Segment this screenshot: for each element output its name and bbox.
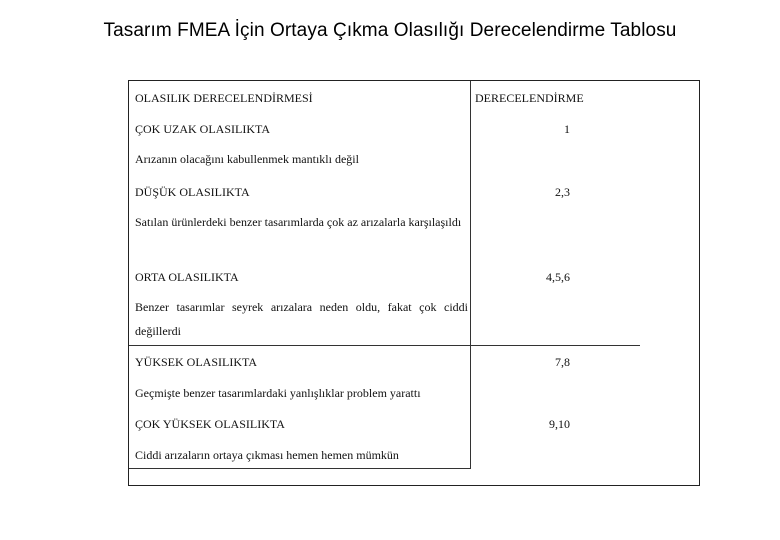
row-divider xyxy=(129,345,640,346)
header-probability: OLASILIK DERECELENDİRMESİ xyxy=(135,91,313,105)
header-rating: DERECELENDİRME xyxy=(475,91,584,105)
table-bottom-line xyxy=(129,468,470,469)
level-description: Ciddi arızaların ortaya çıkması hemen hemen mümkün xyxy=(135,448,399,462)
level-description: Satılan ürünlerdeki benzer tasarımlarda çok az arızalarla karşılaşıldı xyxy=(135,215,462,229)
level-label: YÜKSEK OLASILIKTA xyxy=(135,355,258,369)
level-label: ÇOK YÜKSEK OLASILIKTA xyxy=(135,417,285,431)
rating-value: 4,5,6 xyxy=(546,270,570,284)
level-label: ÇOK UZAK OLASILIKTA xyxy=(135,122,271,136)
rating-table xyxy=(128,80,700,486)
level-label: ORTA OLASILIKTA xyxy=(135,270,239,284)
rating-value: 2,3 xyxy=(555,185,570,199)
page-title: Tasarım FMEA İçin Ortaya Çıkma Olasılığı Derecelendirme Tablosu xyxy=(103,20,677,41)
level-description: Geçmişte benzer tasarımlardaki yanlışlıklar problem yarattı xyxy=(135,386,421,400)
level-description: Benzer tasarımlar seyrek arızalara neden oldu, fakat çok ciddi değillerdi xyxy=(135,300,468,338)
level-description: Arızanın olacağını kabullenmek mantıklı değil xyxy=(135,152,359,166)
rating-value: 9,10 xyxy=(549,417,570,431)
level-label: DÜŞÜK OLASILIKTA xyxy=(135,185,250,199)
rating-value: 7,8 xyxy=(555,355,570,369)
rating-value: 1 xyxy=(564,122,570,136)
